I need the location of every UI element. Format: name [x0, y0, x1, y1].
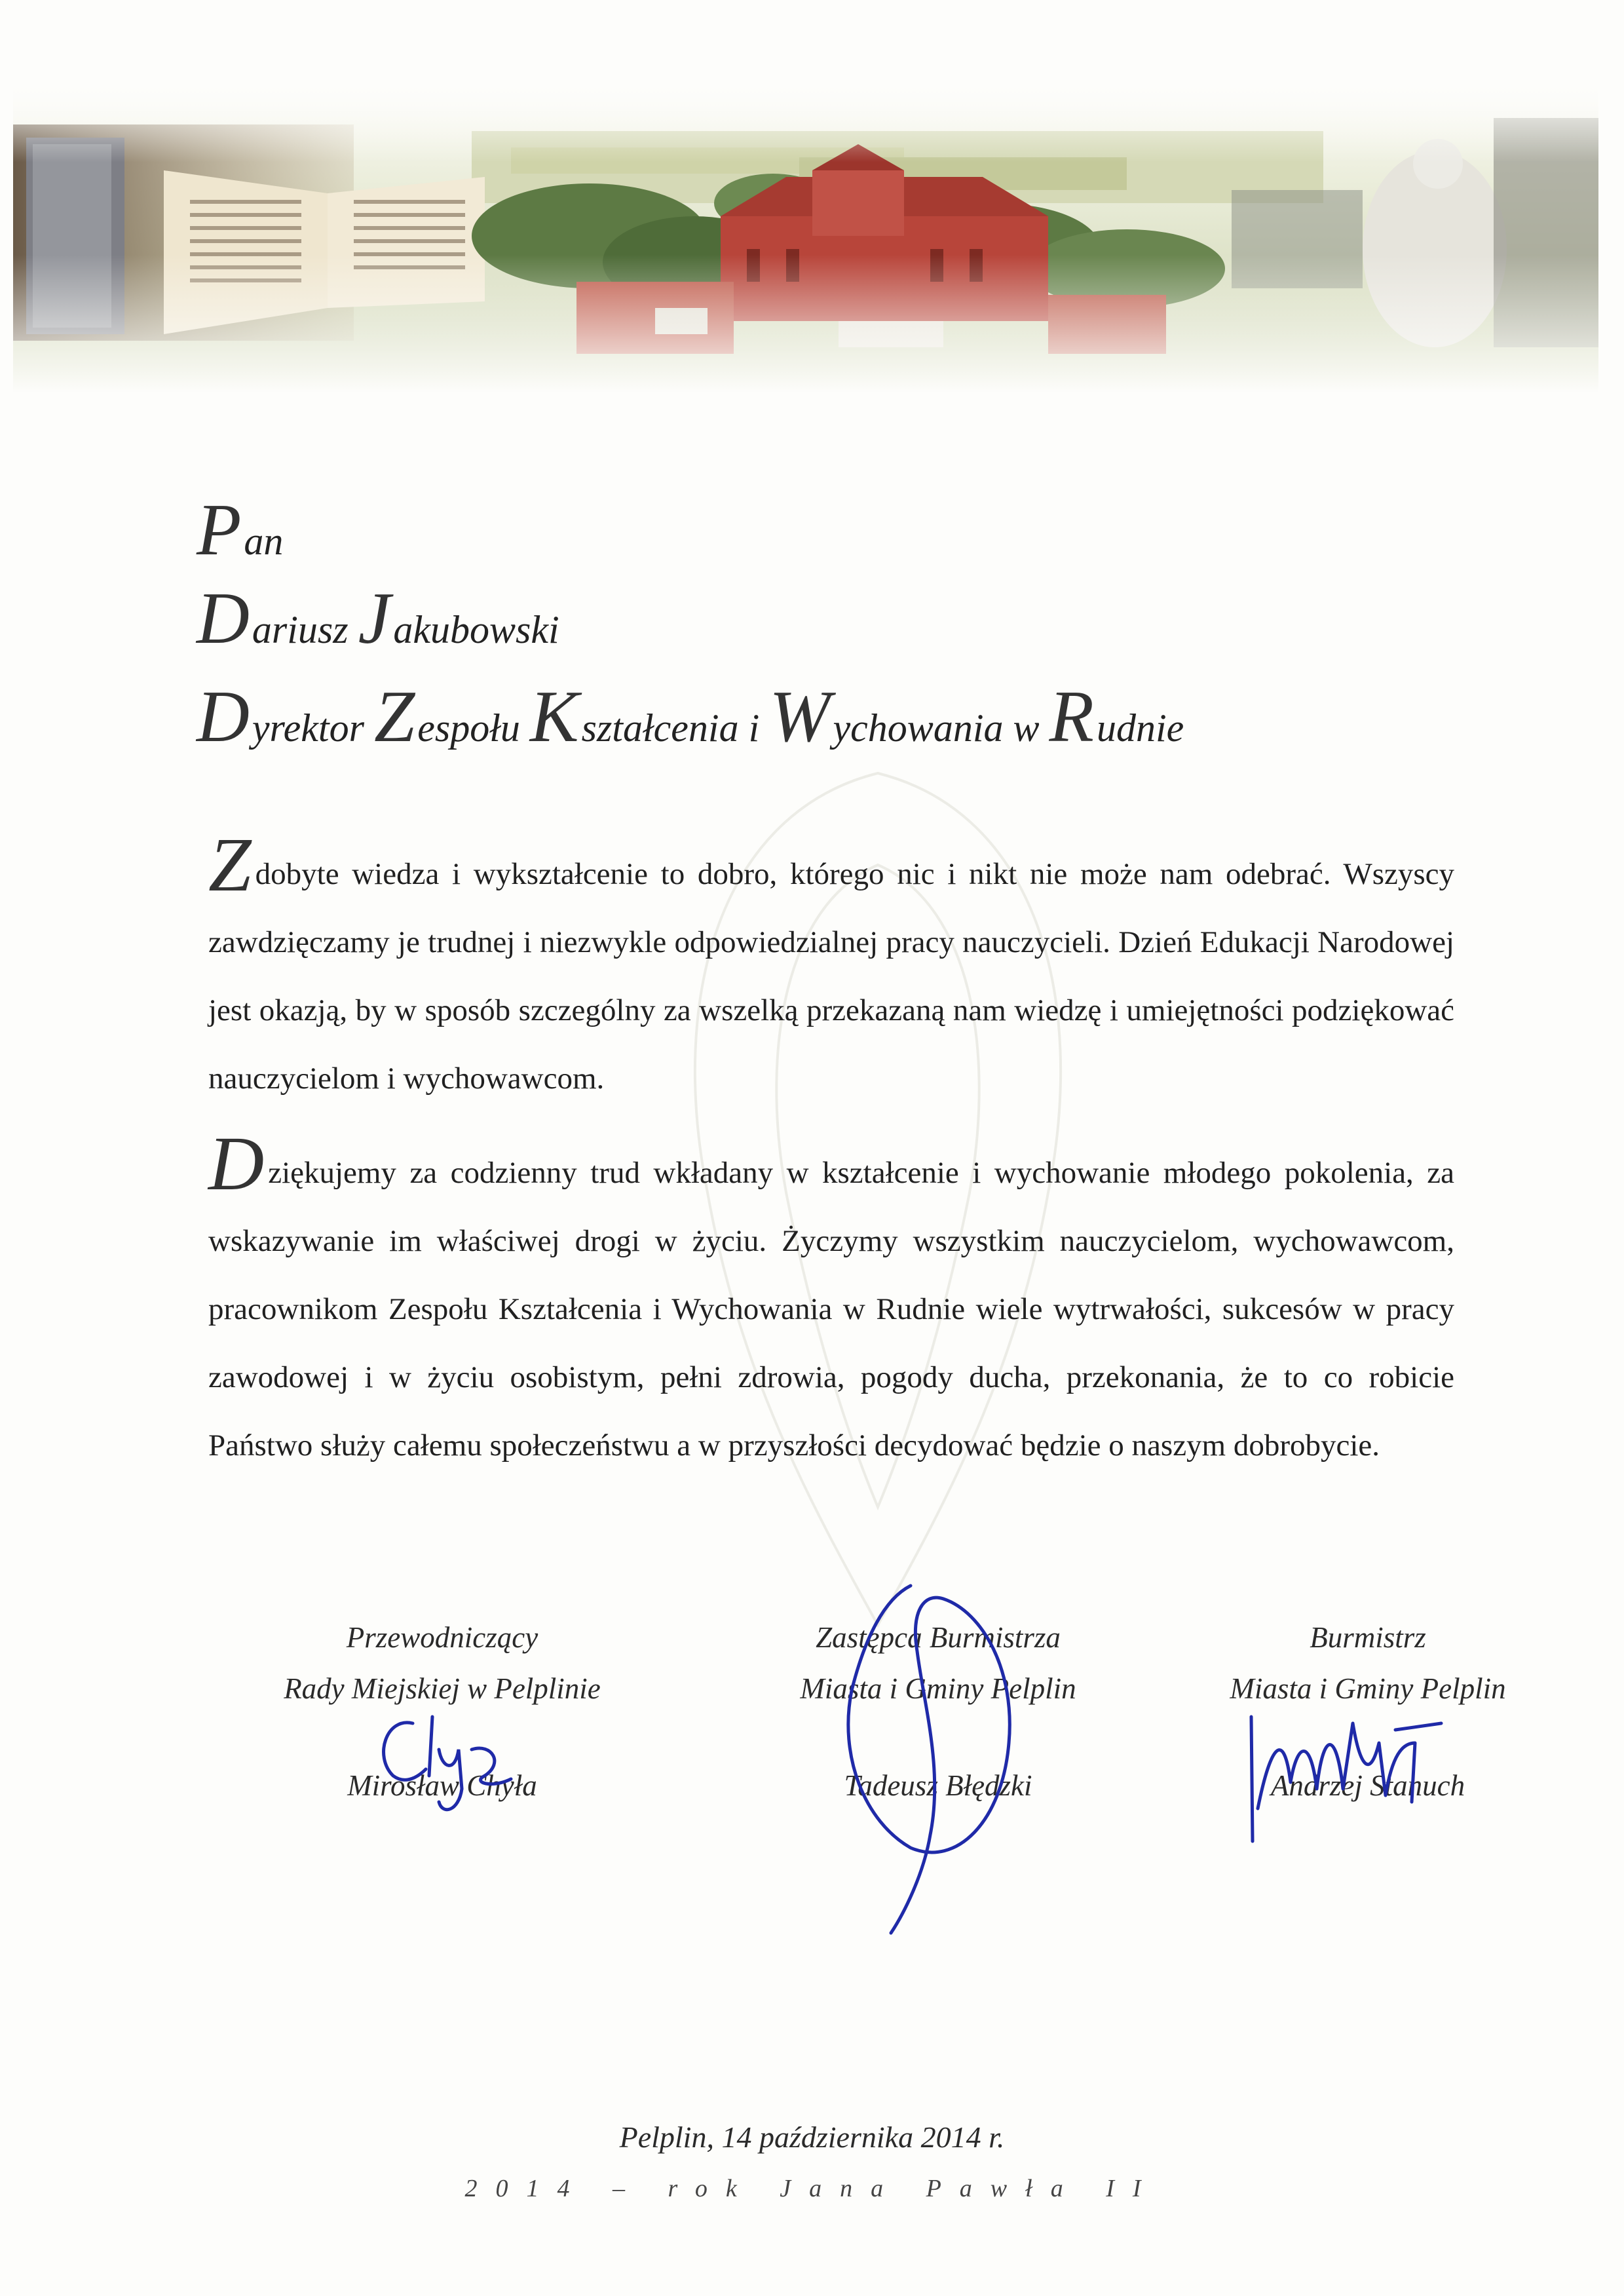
addressee-title	[197, 488, 283, 573]
signature-2-function: Zastępca Burmistrza	[816, 1621, 1061, 1654]
paragraph-1-text: dobyte wiedza i wykształcenie to dobro, którego nic i nikt nie może nam odebrać. Wszyscy zawdzięczamy je trudnej i niezwykle odpowiedzialnej pracy nauczycieli. Dzień Edukacji Narodowej jest okazją, by w sposób szczególny za wszelką przekazaną nam wiedzę i umiejętności podziękować nauczycielom i wychowawcom.	[208, 857, 1454, 1096]
addressee-name-initial-1: D	[197, 578, 250, 659]
role-word-2: espołu	[417, 706, 520, 750]
addressee-title-initial: P	[197, 489, 242, 571]
signature-3-name: Andrzej Stanuch	[1270, 1769, 1465, 1802]
signature-3-function: Burmistrz	[1310, 1621, 1426, 1654]
signature-block-mayor	[1139, 1612, 1597, 1811]
signature-1-function: Przewodniczący	[346, 1621, 538, 1654]
place-and-date: Pelplin, 14 października 2014 r.	[619, 2120, 1005, 2154]
role-initial-1: D	[197, 676, 250, 757]
role-initial-5: R	[1049, 676, 1094, 757]
role-word-1: yrektor	[252, 706, 364, 750]
signature-2-name: Tadeusz Błędzki	[844, 1769, 1032, 1802]
addressee-last-name: akubowski	[393, 608, 559, 651]
addressee-role	[197, 675, 1184, 759]
role-word-3: ształcenia i	[581, 706, 760, 750]
addressee-name	[197, 577, 559, 661]
addressee-first-name: ariusz	[252, 608, 349, 651]
role-word-4: ychowania w	[833, 706, 1040, 750]
addressee-title-text: an	[244, 520, 284, 563]
body-paragraph-1	[208, 822, 1454, 1113]
signature-3-institution: Miasta i Gminy Pelplin	[1230, 1672, 1506, 1705]
role-initial-3: K	[529, 676, 579, 757]
paragraph-2-text: ziękujemy za codzienny trud wkładany w kształcenie i wychowanie młodego pokolenia, za wskazywanie im właściwej drogi w życiu. Życzymy wszystkim nauczycielom, wychowawcom, pracownikom Zespołu Kształcenia i Wychowania w Rudnie wiele wytrwałości, sukcesów w pracy zawodowej i w życiu osobistym, pełni zdrowia, pogody ducha, przekonania, że to co robicie Państwo służy całemu społeczeństwu a w przyszłości decydować będzie o naszym dobrobycie.	[208, 1156, 1454, 1463]
signature-2-institution: Miasta i Gminy Pelplin	[800, 1672, 1076, 1705]
paragraph-1-initial: Z	[208, 822, 252, 908]
paragraph-2-initial: D	[208, 1120, 265, 1206]
role-initial-2: Z	[373, 676, 415, 757]
signature-block-deputy-mayor	[709, 1612, 1167, 1811]
signature-1-institution: Rady Miejskiej w Pelplinie	[284, 1672, 601, 1705]
body-paragraph-2	[208, 1120, 1454, 1480]
role-initial-4: W	[769, 676, 831, 757]
signature-block-chairman	[213, 1612, 671, 1811]
addressee-name-initial-2: J	[358, 578, 391, 659]
header-photo-banner	[13, 85, 1598, 393]
signature-1-name: Mirosław Chyła	[347, 1769, 537, 1802]
role-word-5: udnie	[1096, 706, 1184, 750]
footer-year-motto: 2014 – rok Jana Pawła II	[464, 2175, 1160, 2202]
